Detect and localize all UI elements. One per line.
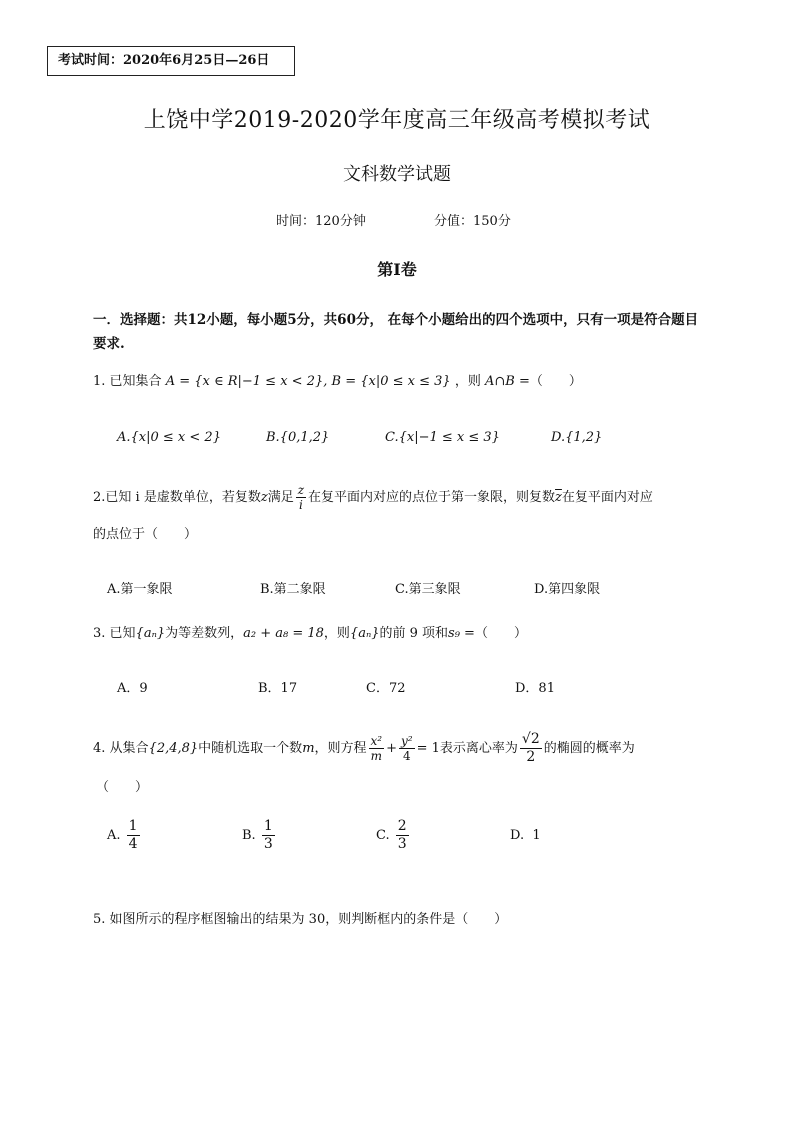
question-4-option-a[interactable]: A. $\frac{1}{4}$ <box>107 818 138 852</box>
exam-score: 分值：150分 <box>434 214 511 229</box>
question-1-option-d[interactable]: D.{1,2} <box>551 430 603 445</box>
question-3-option-c[interactable]: C．72 <box>366 681 406 696</box>
question-3-option-b[interactable]: B．17 <box>258 681 298 696</box>
question-2-option-d[interactable]: D.第四象限 <box>534 582 601 597</box>
volume-heading: 第Ⅰ卷 <box>377 260 417 279</box>
question-2-option-c[interactable]: C.第三象限 <box>395 582 461 597</box>
question-3-option-d[interactable]: D．81 <box>515 681 555 696</box>
question-2-stem-line2: 的点位于（ ） <box>93 527 198 542</box>
question-1-option-c[interactable]: C.{x|−1 ≤ x ≤ 3} <box>385 430 500 445</box>
page-title: 上饶中学2019-2020学年度高三年级高考模拟考试 <box>143 108 651 133</box>
question-3-stem: 3. 已知{aₙ}为等差数列，a₂ + a₈ = 18，则{aₙ}的前 9 项和s₉ =（ ） <box>93 626 527 641</box>
question-4-option-b[interactable]: B. $\frac{1}{3}$ <box>242 818 273 852</box>
question-2-option-a[interactable]: A.第一象限 <box>107 582 173 597</box>
section-heading: 一．选择题：共12小题，每小题5分，共60分， 在每个小题给出的四个选项中，只有一项是符合题目要求. <box>93 312 699 352</box>
question-4-option-d[interactable]: D. 1 <box>510 828 541 843</box>
question-2-stem: 2.已知 i 是虚数单位，若复数z满足 $\frac{z}{i}$ 在复平面内对应的点位于第一象限，则复数$\overline{z}$在复平面内对应 <box>93 483 653 512</box>
fraction-sqrt2-over-2: $\frac{√2}{2}$ <box>521 731 540 765</box>
exam-duration: 时间：120分钟 <box>276 214 366 229</box>
question-4-stem-line2: （ ） <box>96 780 149 795</box>
question-4-stem: 4. 从集合{2,4,8}中随机选取一个数m，则方程 $\frac{\text{x²}}{m}$ + $\frac{\text{y²}}{4}$ = 1表示离心率为 $\frac{√2}{2}$ 的椭圆的概率为 <box>93 731 635 765</box>
question-2-option-b[interactable]: B.第二象限 <box>260 582 326 597</box>
question-4-option-c[interactable]: C. $\frac{2}{3}$ <box>376 818 407 852</box>
fraction-z-over-i: $\frac{z}{i}$ <box>297 483 305 512</box>
question-1-option-a[interactable]: A.{x|0 ≤ x < 2} <box>117 430 221 445</box>
exam-time-box: 考试时间：2020年6月25日—26日 <box>47 46 295 76</box>
fraction-x2-over-m: $\frac{\text{x²}}{m}$ <box>370 734 383 763</box>
fraction-y2-over-4: $\frac{\text{y²}}{4}$ <box>401 734 413 763</box>
question-5-stem: 5. 如图所示的程序框图输出的结果为 30，则判断框内的条件是（ ） <box>93 912 508 927</box>
page-subtitle: 文科数学试题 <box>343 164 451 185</box>
question-1-option-b[interactable]: B.{0,1,2} <box>266 430 330 445</box>
question-3-option-a[interactable]: A．9 <box>117 681 148 696</box>
question-1-stem: 1. 已知集合 A = {x ∈ R|−1 ≤ x < 2}, B = {x|0 ≤ x ≤ 3} ，则 A∩B =（ ） <box>93 374 582 389</box>
